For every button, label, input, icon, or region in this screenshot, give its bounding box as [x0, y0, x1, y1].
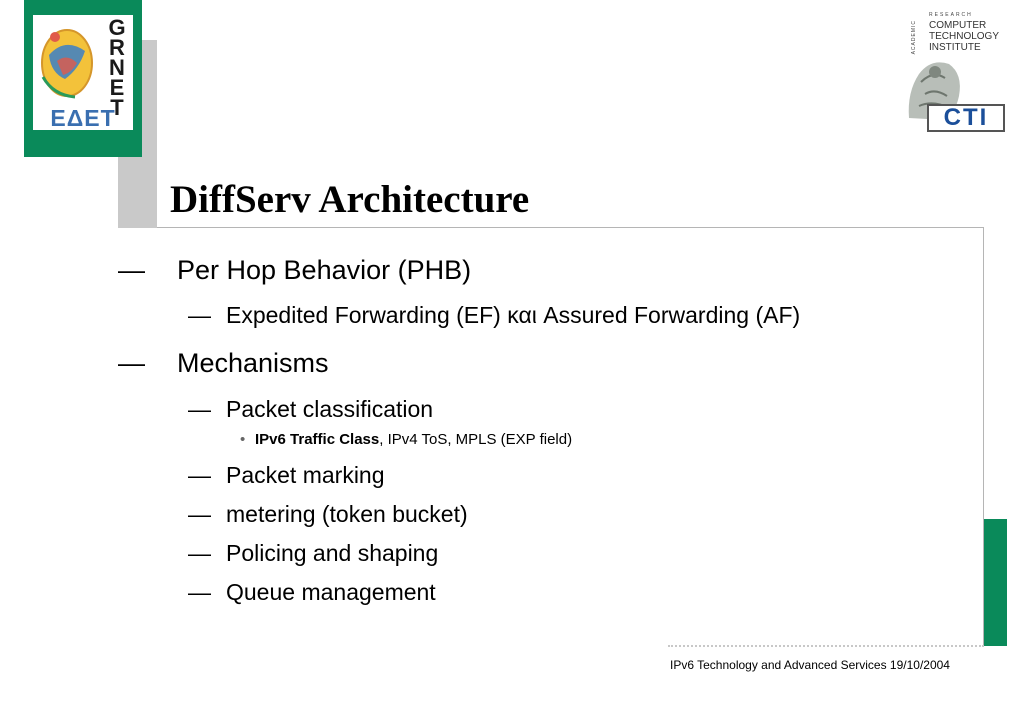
bullet-text: metering (token bucket): [226, 501, 468, 527]
cti-name-line: COMPUTER: [929, 20, 987, 31]
bullet-text: Packet classification: [226, 396, 434, 422]
bullet-text: , IPv4 ToS, MPLS (EXP field): [379, 431, 573, 448]
sub-bullet-item: [188, 578, 436, 606]
bullet-dash: —: [188, 579, 211, 605]
bullet-dot: •: [240, 431, 246, 448]
grnet-letter: G: [108, 15, 126, 40]
sub-bullet-item: [188, 461, 385, 489]
grnet-greek-name: ΕΔΕΤ: [50, 105, 116, 131]
cti-academic-label: ACADEMIC: [911, 20, 917, 55]
frame-top-line: [157, 227, 984, 228]
bullet-item: [118, 254, 471, 286]
cti-institute-name: [929, 20, 999, 53]
bullet-dash: —: [188, 302, 211, 328]
sub-bullet-item: [188, 500, 468, 528]
bullet-dash: —: [118, 348, 145, 378]
grnet-letter: T: [110, 95, 124, 120]
grnet-logo: [33, 15, 133, 130]
bullet-text: Packet marking: [226, 462, 385, 488]
cti-logo: [905, 12, 1005, 132]
bullet-dash: —: [188, 540, 211, 566]
green-side-accent: [984, 519, 1007, 646]
grnet-letter: R: [109, 35, 125, 60]
sub-bullet-item: [188, 301, 800, 329]
grnet-letter: E: [109, 75, 125, 100]
bullet-text: Policing and shaping: [226, 540, 439, 566]
bullet-dash: —: [188, 501, 211, 527]
bullet-text: Per Hop Behavior (PHB): [177, 255, 472, 285]
sub-bullet-item: [188, 395, 433, 423]
bullet-text: Queue management: [226, 579, 436, 605]
grnet-letter: N: [109, 55, 125, 80]
sub-bullet-item: [188, 539, 438, 567]
bullet-text: Expedited Forwarding (EF) και Assured Forwarding (AF): [226, 302, 801, 328]
grnet-letters: [103, 15, 131, 120]
bullet-dash: —: [118, 255, 145, 285]
bullet-dash: —: [188, 462, 211, 488]
bullet-bold-text: IPv6 Traffic Class: [255, 431, 380, 448]
footer-dotted-divider: [668, 645, 984, 647]
slide-footer: IPv6 Technology and Advanced Services 19/10/2004: [670, 658, 950, 672]
cti-wordmark: CTI: [927, 104, 1005, 132]
bullet-item: [118, 347, 329, 379]
slide-title: DiffServ Architecture: [170, 178, 530, 221]
cti-research-label: RESEARCH: [929, 12, 973, 18]
cti-name-line: TECHNOLOGY: [929, 31, 1000, 42]
cti-name-line: INSTITUTE: [929, 42, 981, 53]
bullet-text: Mechanisms: [177, 348, 329, 378]
grnet-emblem-icon: [35, 17, 103, 107]
bullet-dash: —: [188, 396, 211, 422]
sub-sub-bullet-item: [240, 430, 572, 450]
